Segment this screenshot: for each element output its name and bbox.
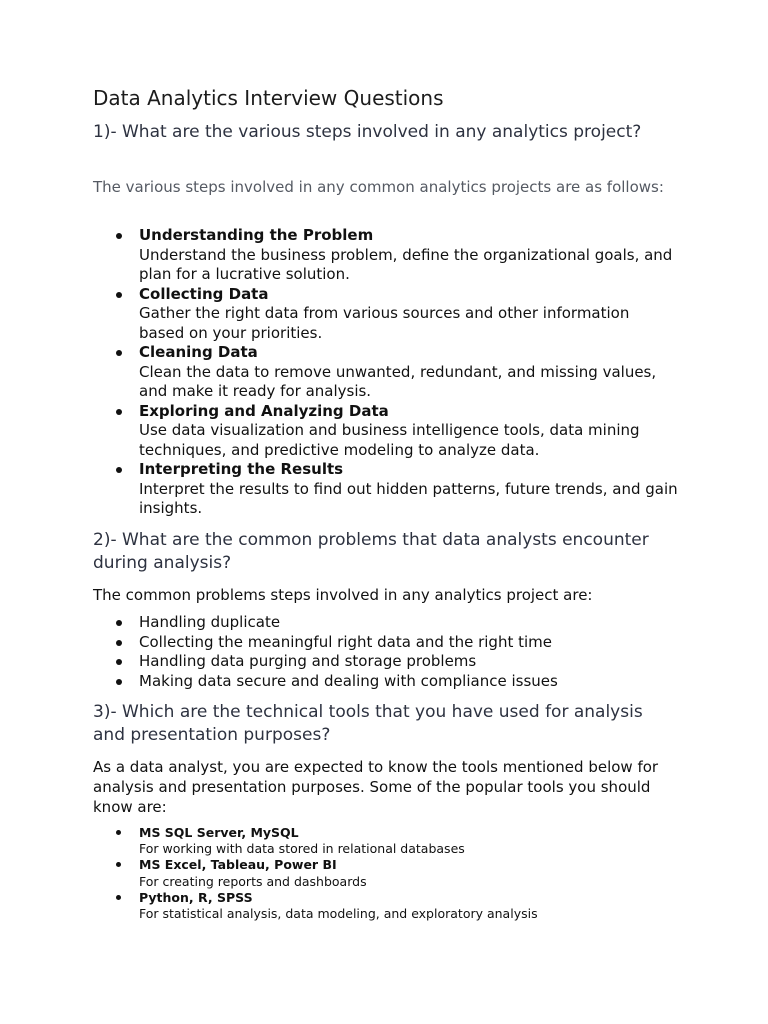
question-3-list — [93, 825, 678, 922]
list-item — [93, 402, 678, 461]
list-item-text: Handling duplicate — [139, 613, 281, 631]
list-item-term: MS Excel, Tableau, Power BI — [139, 857, 337, 873]
list-item — [93, 652, 678, 672]
list-item-description: For working with data stored in relational databases — [139, 841, 465, 857]
bullet-icon — [116, 862, 121, 867]
list-item — [93, 226, 678, 285]
list-item-term: Collecting Data — [139, 284, 269, 303]
list-item-description: Use data visualization and business intelligence tools, data mining techniques, and predictive modeling to analyze data. — [139, 421, 640, 459]
list-item — [93, 857, 678, 889]
list-item-term: Interpreting the Results — [139, 460, 344, 478]
list-item-description: For creating reports and dashboards — [139, 873, 367, 889]
list-item — [93, 825, 678, 857]
list-item — [93, 285, 678, 344]
bullet-icon — [116, 895, 121, 900]
bullet-icon — [116, 292, 122, 298]
question-1-intro: The various steps involved in any common analytics projects are as follows: — [93, 178, 664, 196]
bullet-icon — [116, 640, 122, 646]
question-1-list — [93, 226, 678, 519]
list-item-term: MS SQL Server, MySQL — [139, 825, 299, 840]
list-item-text: Making data secure and dealing with compliance issues — [139, 671, 558, 690]
list-item — [93, 343, 678, 402]
question-3-heading: 3)- Which are the technical tools that you have used for analysis and presentation purposes? — [93, 702, 643, 745]
list-item-description: Understand the business problem, define the organizational goals, and plan for a lucrative solution. — [139, 245, 673, 283]
bullet-icon — [116, 409, 122, 415]
bullet-icon — [116, 679, 122, 685]
bullet-icon — [116, 233, 122, 239]
bullet-icon — [116, 620, 122, 626]
list-item-description: Clean the data to remove unwanted, redundant, and missing values, and make it ready for analysis. — [139, 362, 657, 400]
question-3-intro: As a data analyst, you are expected to know the tools mentioned below for analysis and presentation purposes. Some of the popular tools you should know are: — [93, 758, 659, 816]
list-item-term: Cleaning Data — [139, 343, 258, 361]
list-item-term: Understanding the Problem — [139, 226, 374, 244]
bullet-icon — [116, 830, 121, 835]
list-item-text: Collecting the meaningful right data and the right time — [139, 632, 552, 651]
bullet-icon — [116, 350, 122, 356]
question-2-heading: 2)- What are the common problems that data analysts encounter during analysis? — [93, 530, 649, 573]
list-item — [93, 613, 678, 633]
list-item-text: Handling data purging and storage problems — [139, 652, 477, 670]
list-item — [93, 672, 678, 692]
document-title: Data Analytics Interview Questions — [93, 86, 444, 110]
list-item — [93, 890, 678, 922]
question-1-heading: 1)- What are the various steps involved in any analytics project? — [93, 122, 642, 142]
list-item-term: Python, R, SPSS — [139, 889, 253, 905]
question-2-list — [93, 613, 678, 691]
list-item-description: Interpret the results to find out hidden patterns, future trends, and gain insights. — [139, 479, 678, 517]
list-item-description: For statistical analysis, data modeling, and exploratory analysis — [139, 906, 538, 922]
list-item-description: Gather the right data from various sources and other information based on your priorities. — [139, 304, 630, 342]
list-item — [93, 633, 678, 653]
list-item-term: Exploring and Analyzing Data — [139, 401, 389, 420]
list-item — [93, 460, 678, 519]
question-2-intro: The common problems steps involved in any analytics project are: — [93, 586, 593, 604]
bullet-icon — [116, 467, 122, 473]
bullet-icon — [116, 659, 122, 665]
